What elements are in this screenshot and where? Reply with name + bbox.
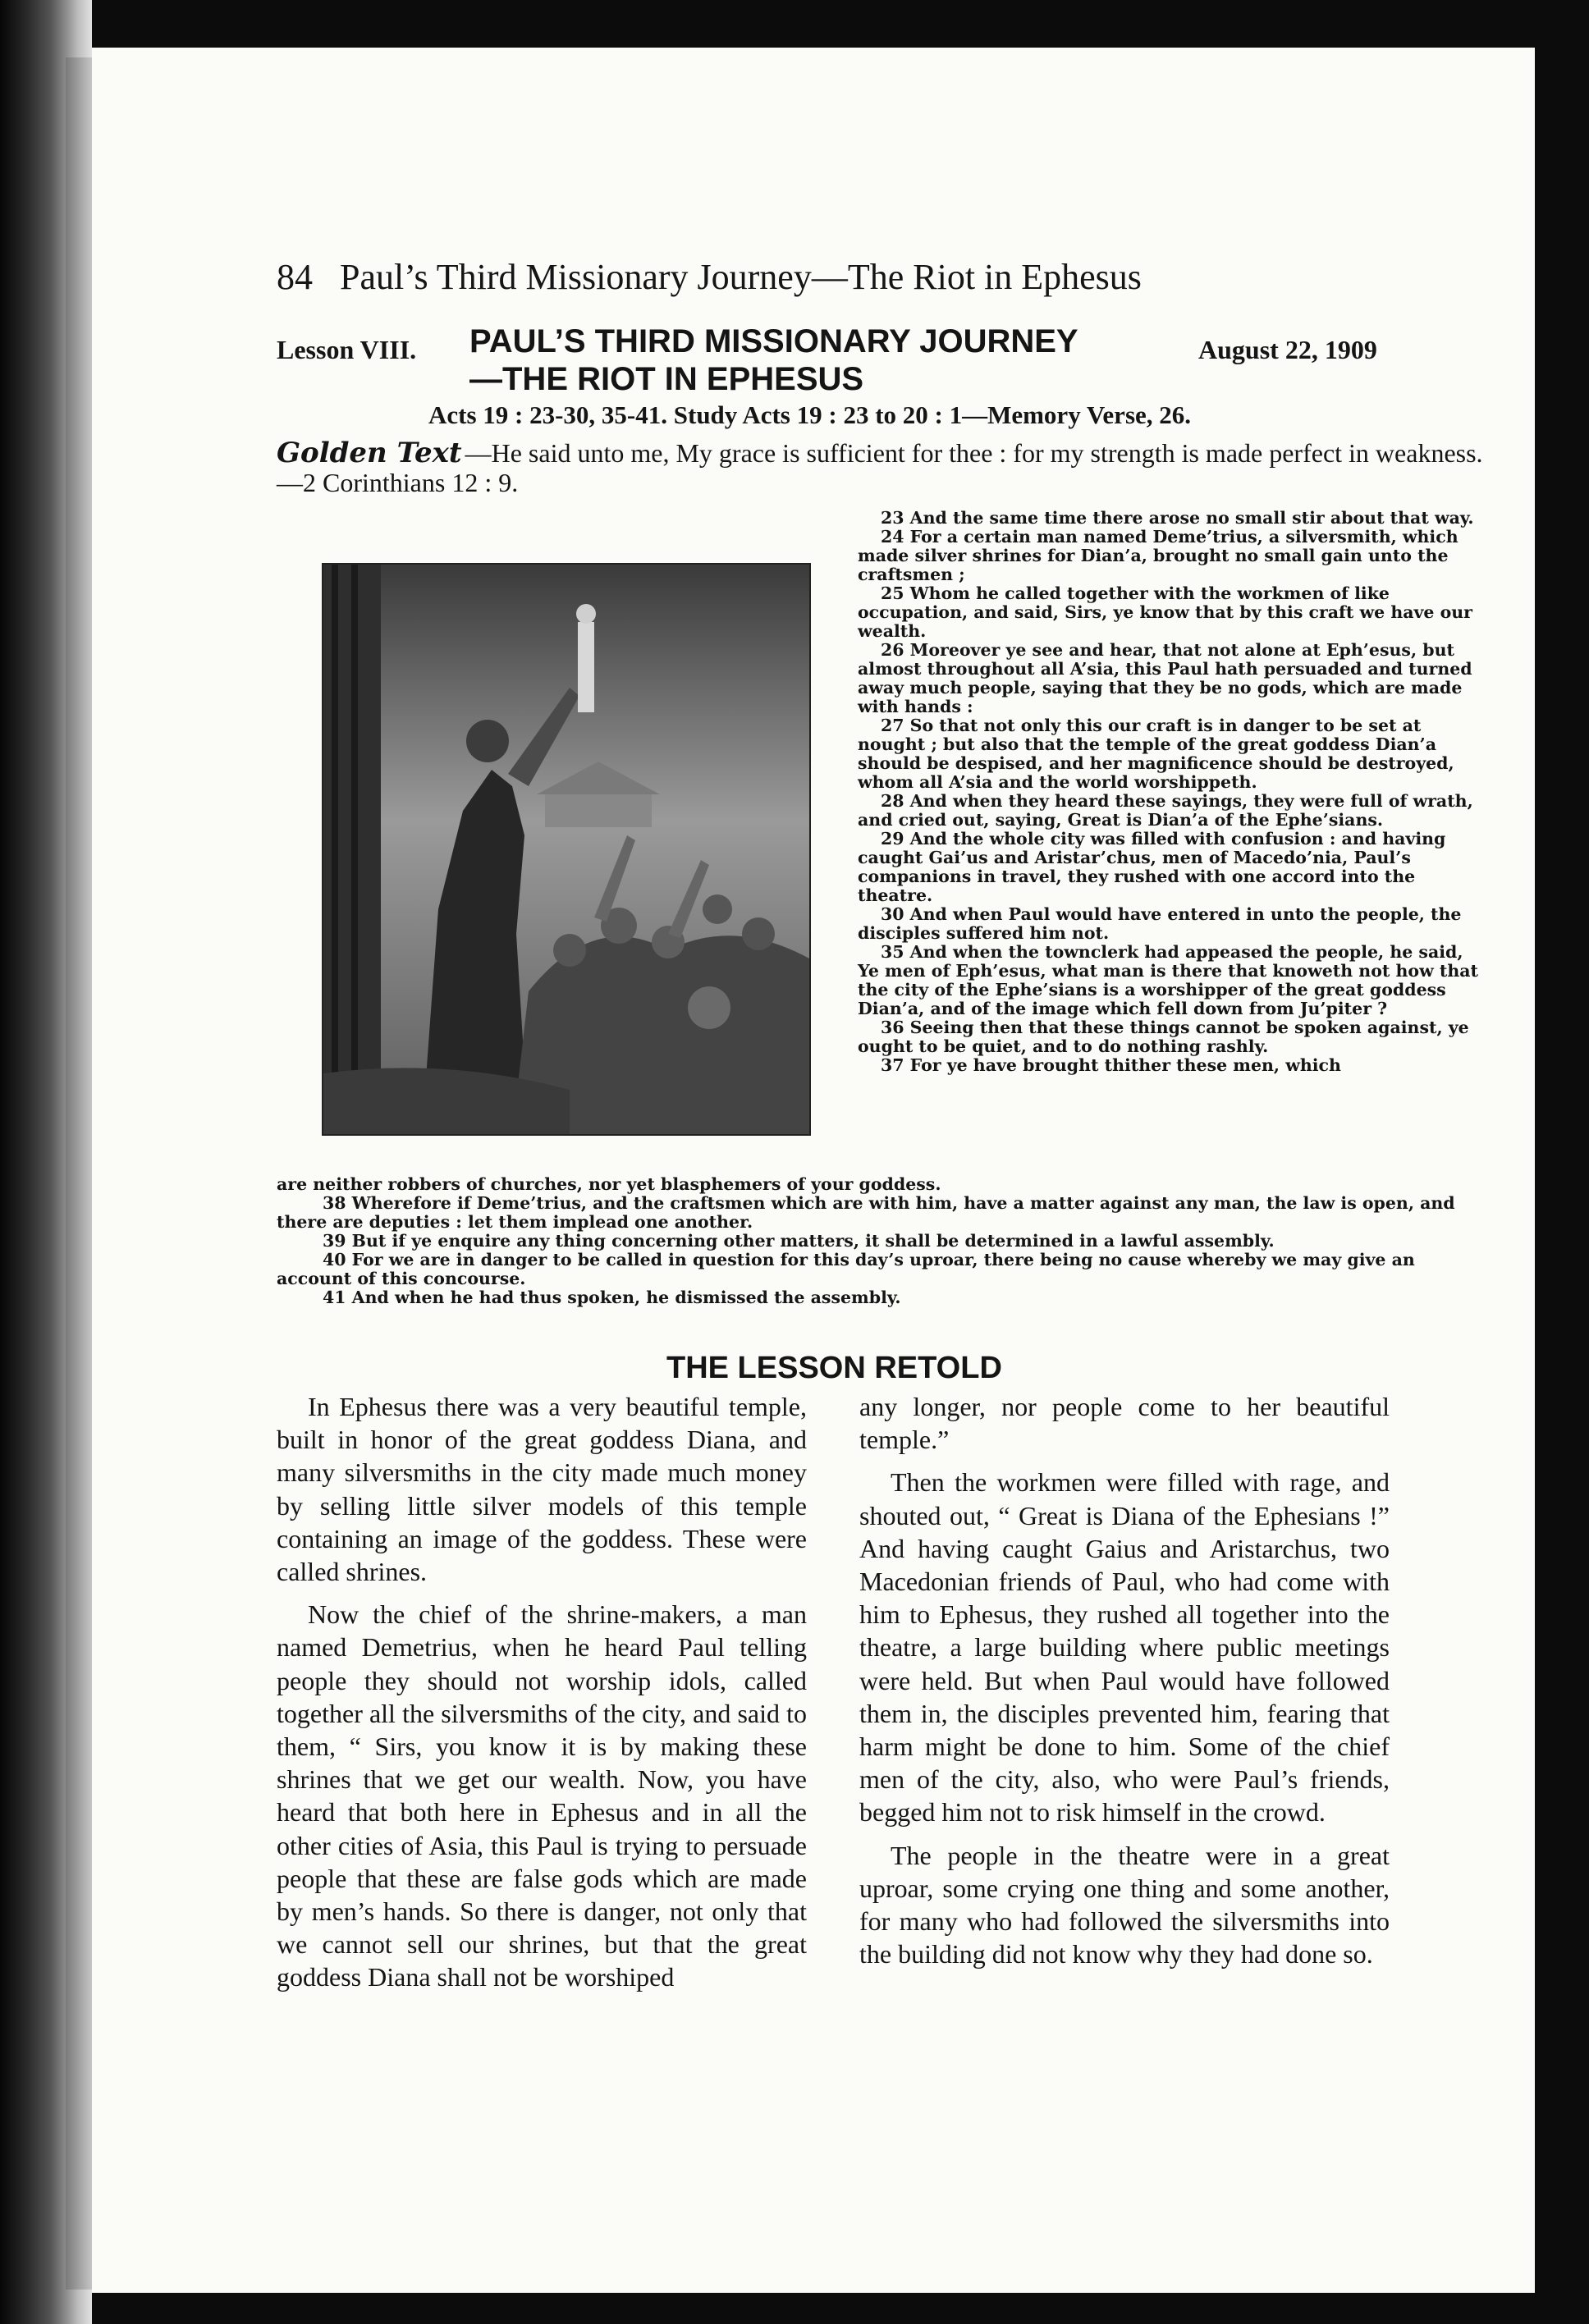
- verse: 25 Whom he called together with the workmen of like occupation, and said, Sirs, ye know that by this craft we have our wealth.: [858, 583, 1472, 641]
- verse: 28 And when they heard these sayings, they were full of wrath, and cried out, saying, Great is Dian’a of the Ephe’sians.: [858, 791, 1473, 830]
- retold-left-column: [277, 1390, 807, 2004]
- verse: 26 Moreover ye see and hear, that not alone at Eph’esus, but almost throughout all A’sia, this Paul hath persuaded and turned away much people, saying that they be no gods, which are made with hands :: [858, 640, 1472, 716]
- verse: 35 And when the townclerk had appeased the people, he said, Ye men of Eph’esus, what man is there that knoweth not how that the city of the Ephe’sians is a worshipper of the great goddess Dian’a, and of the image which fell down from Ju’piter ?: [858, 942, 1478, 1018]
- scripture-verses-beside-image: [858, 509, 1490, 1075]
- riot-illustration: [322, 563, 811, 1136]
- verse: 29 And the whole city was filled with confusion : and having caught Gai’us and Aristar’chus, men of Macedo’nia, Paul’s companions in travel, they rushed with one accord into the theatre.: [858, 829, 1446, 905]
- retold-paragraph: In Ephesus there was a very beautiful temple, built in honor of the great goddess Diana, and many silversmiths in the city made much money by selling little silver models of this temple containing an image of the goddess. These were called shrines.: [277, 1392, 807, 1587]
- verse: 41 And when he had thus spoken, he dismissed the assembly.: [323, 1288, 901, 1307]
- verse: 24 For a certain man named Deme’trius, a silversmith, which made silver shrines for Dian’a, brought no small gain unto the craftsmen ;: [858, 527, 1458, 584]
- verse: 37 For ye have brought thither these men, which: [881, 1055, 1341, 1075]
- verse: 36 Seeing then that these things cannot be spoken against, ye ought to be quiet, and to do nothing rashly.: [858, 1018, 1469, 1056]
- scripture-verses-full-width: [277, 1175, 1491, 1307]
- verse: 38 Wherefore if Deme’trius, and the craftsmen which are with him, have a matter against any man, the law is open, and there are deputies : let them implead one another.: [277, 1193, 1455, 1232]
- verse: 40 For we are in danger to be called in question for this day’s uproar, there being no cause whereby we may give an account of this concourse.: [277, 1250, 1415, 1288]
- lesson-number: Lesson VIII.: [277, 335, 417, 364]
- page-number: 84: [277, 257, 313, 297]
- golden-text: [277, 438, 1491, 497]
- lesson-date: August 22, 1909: [1198, 335, 1377, 364]
- lesson-retold-heading: THE LESSON RETOLD: [666, 1351, 1002, 1385]
- verse: 39 But if ye enquire any thing concerning other matters, it shall be determined in a lawful assembly.: [323, 1231, 1275, 1251]
- running-head-title: Paul’s Third Missionary Journey—The Riot in Ephesus: [340, 257, 1142, 297]
- verse: 23 And the same time there arose no small stir about that way.: [881, 508, 1474, 528]
- lesson-title: [469, 323, 1274, 398]
- scripture-reference: Acts 19 : 23-30, 35-41. Study Acts 19 : 23 to 20 : 1—Memory Verse, 26.: [428, 400, 1192, 429]
- golden-text-body: —He said unto me, My grace is sufficient for thee : for my strength is made perfect in weakness.—2 Corinthians 12 : 9.: [277, 438, 1483, 497]
- golden-text-label: Golden Text: [277, 437, 462, 469]
- retold-paragraph: Then the workmen were filled with rage, and shouted out, “ Great is Diana of the Ephesians !” And having caught Gaius and Aristarchus, two Macedonian friends of Paul, who had come with him to Ephesus, they rushed all together into the theatre, a large building where public meetings were held. But when Paul would have followed them in, the disciples prevented him, fearing that harm might be done to him. Some of the chief men of the city, also, who were Paul’s friends, begged him not to risk himself in the crowd.: [859, 1467, 1390, 1828]
- verse: 30 And when Paul would have entered in unto the people, the disciples suffered him not.: [858, 904, 1462, 943]
- illustration-drawing: [323, 565, 809, 1134]
- retold-right-column: [859, 1390, 1390, 1980]
- running-head: [277, 256, 1142, 298]
- book-page: [92, 48, 1535, 2293]
- verse: 27 So that not only this our craft is in danger to be set at nought ; but also that the temple of the great goddess Dian’a should be despised, and her magnificence should be destroyed, whom all A’sia and the world worshippeth.: [858, 716, 1454, 792]
- retold-paragraph: Now the chief of the shrine-makers, a man named Demetrius, when he heard Paul telling people they should not worship idols, called together all the silversmiths of the city, and said to them, “ Sirs, you know it is by making these shrines that we get our wealth. Now, you have heard that both here in Ephesus and in all the other cities of Asia, this Paul is trying to persuade people that these are false gods which are made by men’s hands. So there is danger, not only that we cannot sell our shrines, but that the great goddess Diana shall not be worshiped: [277, 1599, 807, 1992]
- lesson-title-line-1: PAUL’S THIRD MISSIONARY JOURNEY: [469, 323, 1078, 359]
- retold-paragraph: any longer, nor people come to her beautiful temple.”: [859, 1392, 1390, 1455]
- retold-paragraph: The people in the theatre were in a great uproar, some crying one thing and some another, for many who had followed the silversmiths into the building did not know why they had done so.: [859, 1840, 1390, 1969]
- lesson-title-line-2: —THE RIOT IN EPHESUS: [469, 361, 864, 397]
- verse: are neither robbers of churches, nor yet blasphemers of your goddess.: [277, 1174, 941, 1194]
